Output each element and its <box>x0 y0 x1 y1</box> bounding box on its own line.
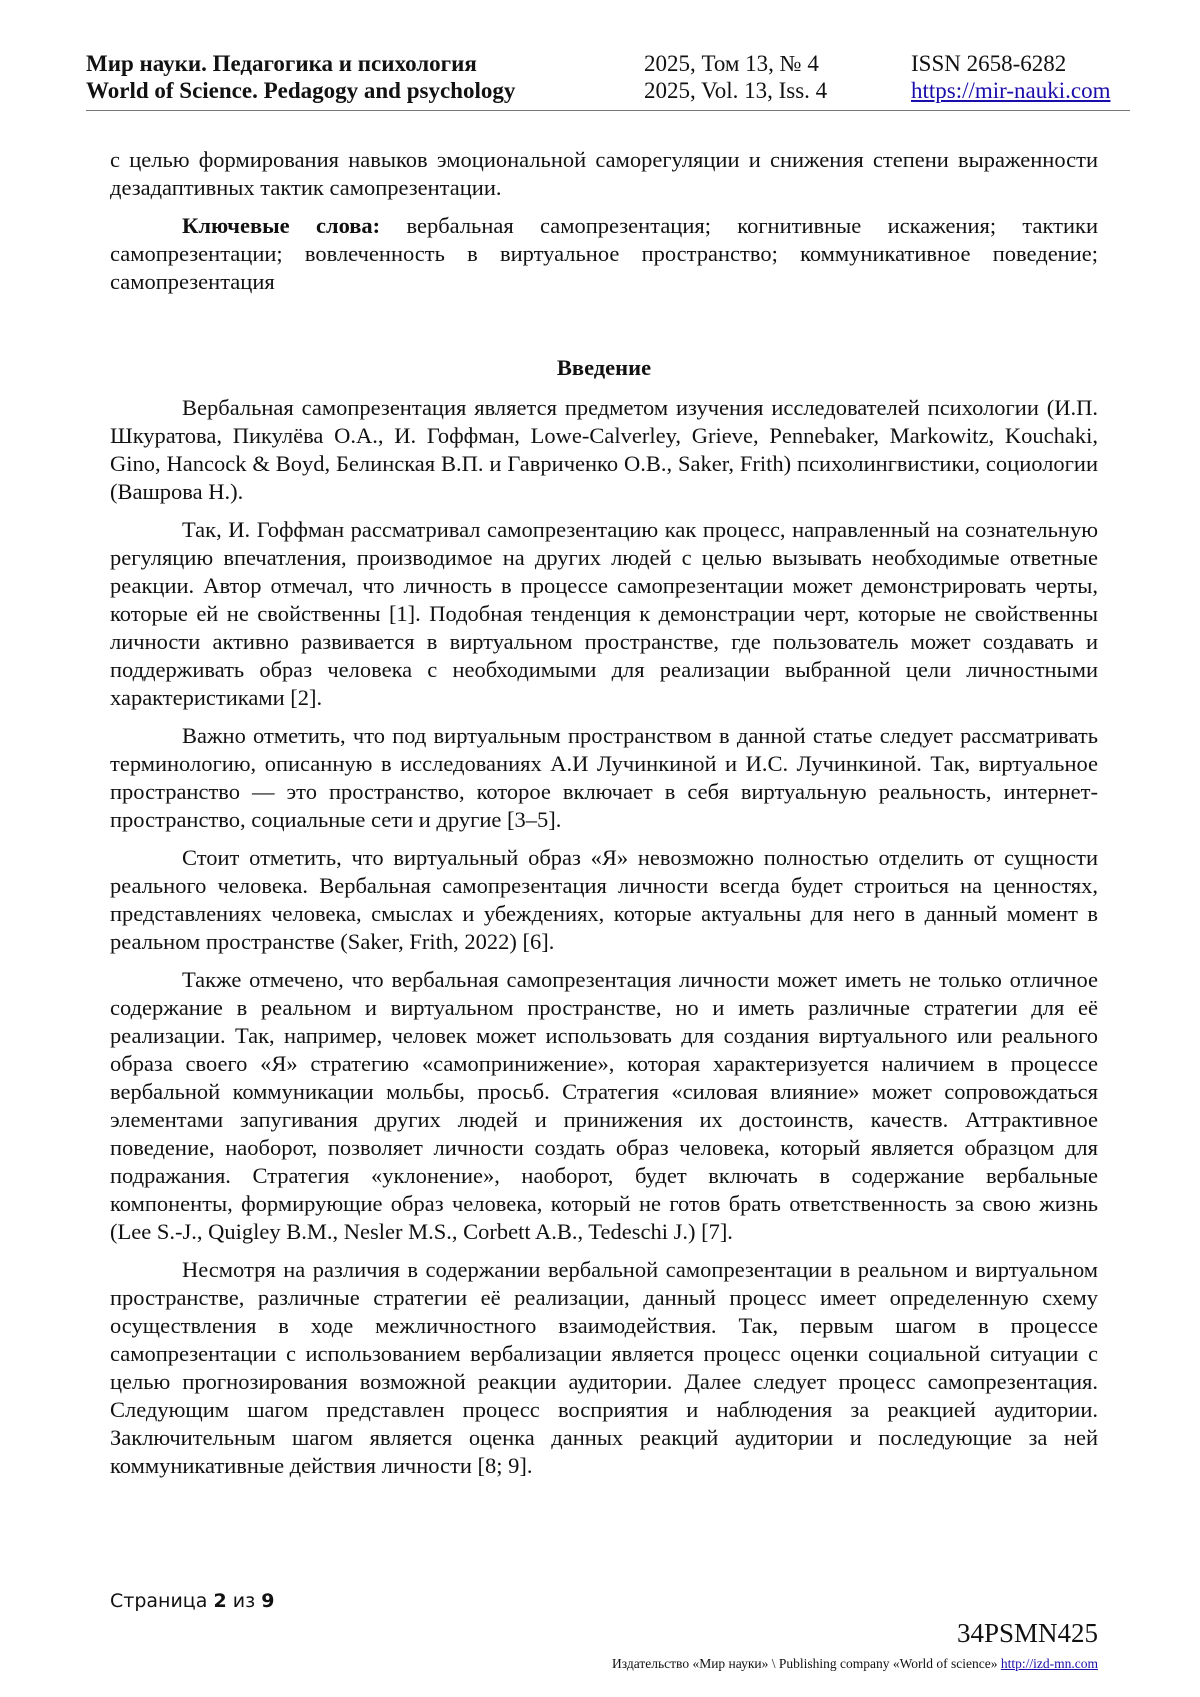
abstract-tail: с целью формирования навыков эмоциональной саморегуляции и снижения степени выраженности дезадаптивных тактик самопрезентации. <box>110 147 1098 200</box>
publisher-line <box>612 1656 1098 1672</box>
paragraph: Также отмечено, что вербальная самопрезентация личности может иметь не только отличное содержание в реальном и виртуальном пространстве, но и иметь различные стратегии для её реализации. Так, например, человек может использовать для создания виртуального или реального образа своего «Я» стратегию «самопринижение», которая характеризуется наличием в процессе вербальной коммуникации мольбы, просьб. Стратегия «силовая влияние» может сопровождаться элементами запугивания других людей и принижения их достоинств, качеств. Аттрактивное поведение, наоборот, позволяет личности создать образ человека, который является образцом для подражания. Стратегия «уклонение», наоборот, будет включать в содержание вербальные компоненты, формирующие образ человека, который не готов брать ответственность за свою жизнь (Lee S.-J., Quigley B.M., Nesler M.S., Corbett A.B., Tedeschi J.) [7]. <box>110 967 1098 1244</box>
journal-title-ru: Мир науки. Педагогика и психология <box>86 51 477 76</box>
journal-website-link[interactable]: https://mir-nauki.com <box>911 78 1111 103</box>
paragraph: Стоит отметить, что виртуальный образ «Я» невозможно полностью отделить от сущности реального человека. Вербальная самопрезентация личности всегда будет строиться на ценностях, представлениях человека, смыслах и убеждениях, которые актуальны для него в данный момент в реальном пространстве (Saker, Frith, 2022) [6]. <box>110 845 1098 954</box>
paragraph: Несмотря на различия в содержании вербальной самопрезентации в реальном и виртуальном пространстве, различные стратегии её реализации, данный процесс имеет определенную схему осуществления в ходе межличностного взаимодействия. Так, первым шагом в процессе самопрезентации с использованием вербализации является процесс оценки социальной ситуации с целью прогнозирования возможной реакции аудитории. Далее следует процесс самопрезентация. Следующим шагом представлен процесс восприятия и наблюдения за реакцией аудитории. Заключительным шагом является оценка данных реакций аудитории и последующие за ней коммуникативные действия личности [8; 9]. <box>110 1257 1098 1478</box>
keywords-text: вербальная самопрезентация; когнитивные искажения; тактики самопрезентации; вовлеченность в виртуальное пространство; коммуникативное поведение; самопрезентация <box>110 213 1098 294</box>
issue-en: 2025, Vol. 13, Iss. 4 <box>644 78 828 103</box>
issn-block <box>911 50 1111 104</box>
page-prefix: Страница <box>110 1590 208 1612</box>
keywords <box>110 212 1098 296</box>
keywords-label: Ключевые слова: <box>182 213 381 238</box>
page-number <box>110 1590 274 1612</box>
publisher-link[interactable]: http://izd-mn.com <box>1000 1656 1098 1671</box>
page-total: 9 <box>261 1590 275 1612</box>
issue-ru: 2025, Том 13, № 4 <box>644 51 819 76</box>
paragraph: Так, И. Гоффман рассматривал самопрезентацию как процесс, направленный на сознательную регуляцию впечатления, производимое на других людей с целью вызывать необходимые ответные реакции. Автор отмечал, что личность в процессе самопрезентации может демонстрировать черты, которые ей не свойственны [1]. Подобная тенденция к демонстрации черт, которые не свойственны личности активно развивается в виртуальном пространстве, где пользователь может создавать и поддерживать образ человека с необходимыми для реализации выбранной цели личностными характеристиками [2]. <box>110 517 1098 710</box>
publisher-text: Издательство «Мир науки» \ Publishing company «World of science» <box>612 1656 998 1671</box>
paragraph: Вербальная самопрезентация является предметом изучения исследователей психологии (И.П. Шкуратова, Пикулёва О.А., И. Гоффман, Lowe-Calverley, Grieve, Pennebaker, Markowitz, Kouchaki, Gino, Hancock & Boyd, Белинская В.П. и Гавриченко О.В., Saker, Frith) психолингвистики, социологии (Вашрова Н.). <box>110 395 1098 504</box>
page-current: 2 <box>213 1590 227 1612</box>
journal-title-en: World of Science. Pedagogy and psychology <box>86 78 516 103</box>
article-code: 34PSMN425 <box>956 1618 1098 1648</box>
issue-block <box>644 50 827 104</box>
page-of: из <box>232 1590 256 1612</box>
issn: ISSN 2658-6282 <box>911 51 1067 76</box>
paragraph: Важно отметить, что под виртуальным пространством в данной статье следует рассматривать терминологию, описанную в исследованиях А.И Лучинкиной и И.С. Лучинкиной. Так, виртуальное пространство — это пространство, которое включает в себя виртуальную реальность, интернет-пространство, социальные сети и другие [3–5]. <box>110 723 1098 832</box>
journal-title-block <box>86 50 515 104</box>
section-heading-introduction: Введение <box>556 355 652 380</box>
article-body <box>110 146 1098 1490</box>
header-divider <box>86 110 1130 111</box>
running-header <box>86 50 1130 110</box>
